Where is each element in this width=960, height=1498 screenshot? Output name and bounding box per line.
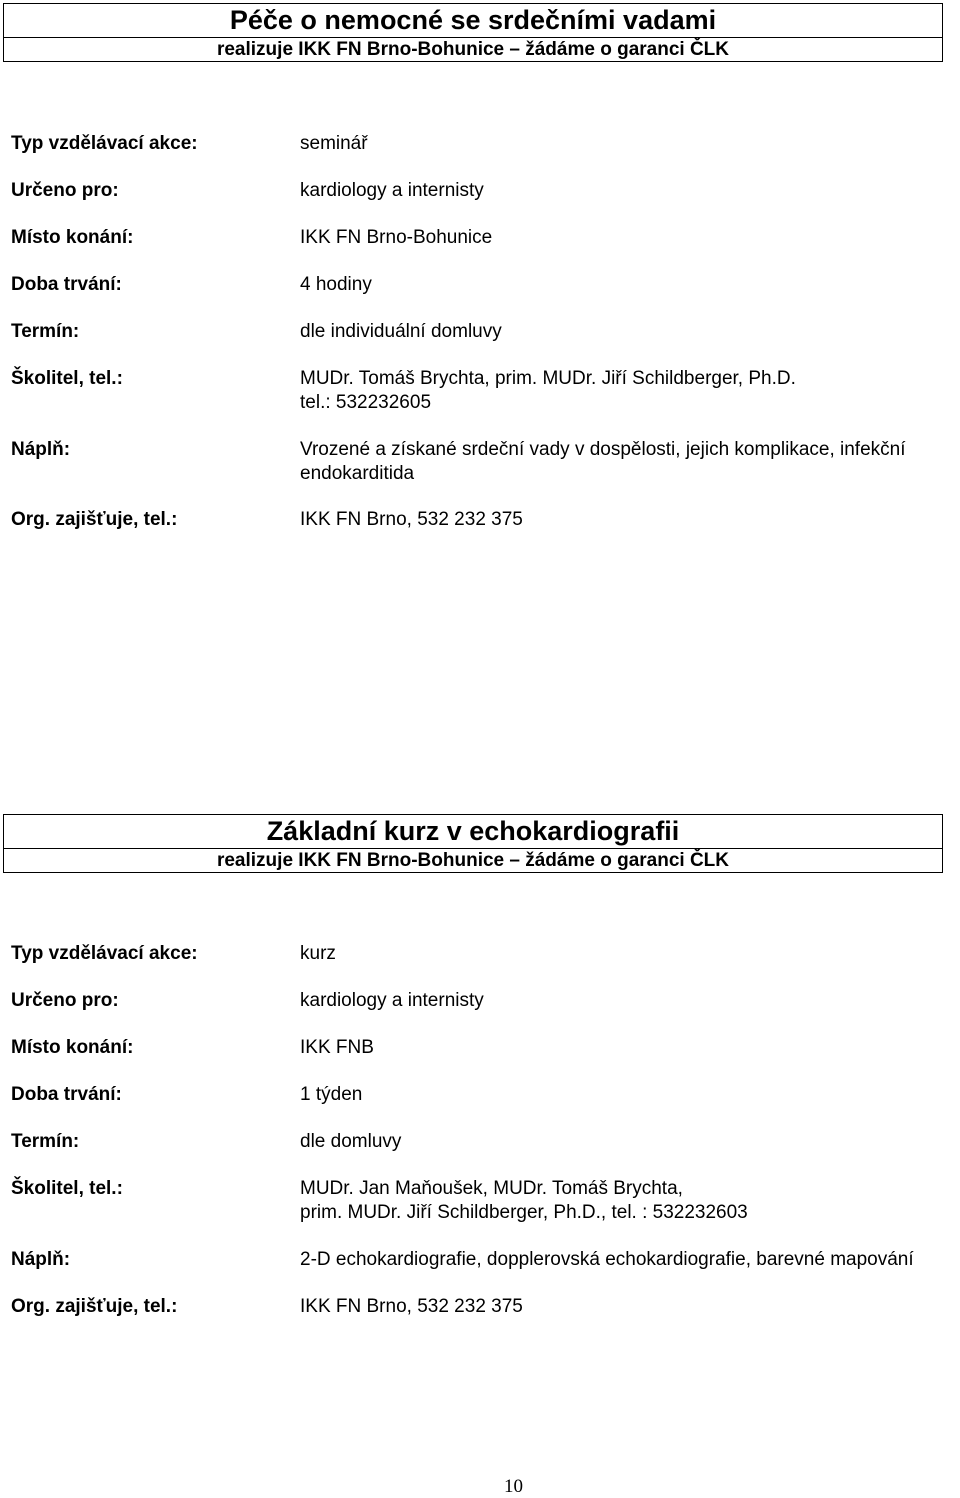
section-1-header-box — [3, 3, 943, 62]
skolitel-value-line1: MUDr. Jan Maňoušek, MUDr. Tomáš Brychta, — [300, 1178, 683, 1199]
skolitel-label: Školitel, tel.: — [11, 1178, 123, 1199]
misto-label: Místo konání: — [11, 227, 134, 248]
doba-value: 1 týden — [300, 1084, 363, 1105]
org-label: Org. zajišťuje, tel.: — [11, 1296, 178, 1317]
org-value: IKK FN Brno, 532 232 375 — [300, 509, 523, 530]
napln-value: 2-D echokardiografie, dopplerovská echokardiografie, barevné mapování — [300, 1249, 914, 1270]
section-2-header-box — [3, 814, 943, 873]
typ-value: kurz — [300, 943, 336, 964]
org-label: Org. zajišťuje, tel.: — [11, 509, 178, 530]
misto-value: IKK FN Brno-Bohunice — [300, 227, 493, 248]
urceno-label: Určeno pro: — [11, 180, 119, 201]
typ-label: Typ vzdělávací akce: — [11, 133, 198, 154]
skolitel-value-line1: MUDr. Tomáš Brychta, prim. MUDr. Jiří Schildberger, Ph.D. — [300, 368, 796, 389]
skolitel-value-line2: tel.: 532232605 — [300, 392, 432, 413]
section-1-subtitle: realizuje IKK FN Brno-Bohunice – žádáme o garanci ČLK — [216, 39, 730, 60]
napln-value: Vrozené a získané srdeční vady v dospělosti, jejich komplikace, infekční endokarditida — [300, 439, 906, 484]
termin-value: dle individuální domluvy — [300, 321, 502, 342]
section-2-subtitle: realizuje IKK FN Brno-Bohunice – žádáme o garanci ČLK — [216, 850, 730, 871]
misto-value: IKK FNB — [300, 1037, 374, 1058]
urceno-label: Určeno pro: — [11, 990, 119, 1011]
skolitel-label: Školitel, tel.: — [11, 368, 123, 389]
skolitel-value-line2: prim. MUDr. Jiří Schildberger, Ph.D., tel. : 532232603 — [300, 1202, 748, 1223]
misto-label: Místo konání: — [11, 1037, 134, 1058]
org-value: IKK FN Brno, 532 232 375 — [300, 1296, 523, 1317]
typ-label: Typ vzdělávací akce: — [11, 943, 198, 964]
page-number: 10 — [504, 1476, 523, 1497]
termin-label: Termín: — [11, 321, 80, 342]
napln-label: Náplň: — [11, 1249, 71, 1270]
doba-value: 4 hodiny — [300, 274, 372, 295]
urceno-value: kardiology a internisty — [300, 180, 484, 201]
urceno-value: kardiology a internisty — [300, 990, 484, 1011]
napln-label: Náplň: — [11, 439, 71, 460]
section-2-title: Základní kurz v echokardiografii — [4, 815, 942, 849]
termin-label: Termín: — [11, 1131, 80, 1152]
typ-value: seminář — [300, 133, 368, 154]
doba-label: Doba trvání: — [11, 1084, 122, 1105]
termin-value: dle domluvy — [300, 1131, 402, 1152]
doba-label: Doba trvání: — [11, 274, 122, 295]
section-1-title: Péče o nemocné se srdečními vadami — [4, 4, 942, 38]
